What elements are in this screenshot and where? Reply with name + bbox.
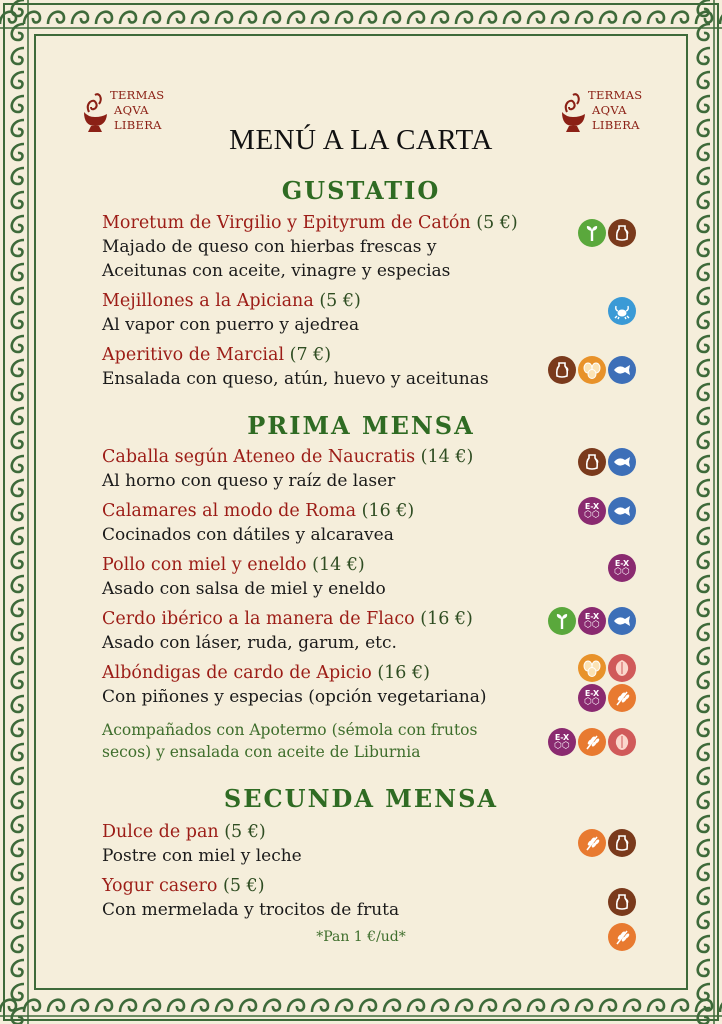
sulphites-icon [608,554,636,582]
dairy-jug-icon [548,356,576,384]
allergen-icons [578,654,638,712]
item-price: (7 €) [289,345,332,365]
item-description: Al vapor con puerro y ajedrea [102,315,360,335]
menu-item [102,607,473,655]
crab-icon [608,297,636,325]
molecule-icon: ⬡⬡ [554,741,570,751]
sulphites-label: E-X [584,612,600,621]
item-description: Al horno con queso y raíz de laser [102,471,396,491]
sulphites-icon [578,684,606,712]
menu-item [102,445,473,493]
logo-line-1: TERMAS [110,88,165,102]
greek-wave-border-bottom [0,988,722,1024]
menu-item [102,343,489,391]
fish-icon [608,607,636,635]
sulphites-label: E-X [584,502,600,511]
item-name: Calamares al modo de Roma [102,501,357,521]
allergen-icons [578,219,636,247]
item-name: Aperitivo de Marcial [102,345,285,365]
logo-line-2: AQVA [592,103,627,117]
allergen-icons [608,923,636,951]
allergen-icons [608,888,636,916]
molecule-icon: ⬡⬡ [584,697,600,707]
molecule-icon: ⬡⬡ [584,620,600,630]
section-title-secunda-mensa: SECUNDA MENSA [223,784,499,813]
item-description: Ensalada con queso, atún, huevo y aceitunas [102,369,489,389]
bread-price-note: *Pan 1 €/ud* [316,929,406,945]
nut-icon [608,728,636,756]
item-description: Aceitunas con aceite, vinagre y especias [102,261,451,281]
item-name: Mejillones a la Apiciana [102,291,314,311]
menu-item [102,211,518,283]
item-price: (16 €) [377,663,430,683]
item-price: (5 €) [476,213,518,233]
eggs-icon [578,356,606,384]
menu-item [102,553,386,601]
sulphites-label: E-X [614,559,630,568]
item-description: Con mermelada y trocitos de fruta [102,900,400,920]
sulphites-label: E-X [554,733,570,742]
section-title-gustatio: GUSTATIO [281,176,441,205]
allergen-icons [548,356,636,384]
item-price: (5 €) [319,291,361,311]
item-description: Asado con salsa de miel y eneldo [102,579,386,599]
allergen-icons [578,448,636,476]
item-name: Yogur casero [102,876,218,896]
eggs-icon [578,654,606,682]
menu-item [102,874,399,922]
item-price: (16 €) [420,609,473,629]
molecule-icon: ⬡⬡ [584,510,600,520]
logo-line-2: AQVA [114,103,149,117]
menu-item [102,499,414,547]
wheat-icon [578,728,606,756]
sulphites-label: E-X [584,689,600,698]
allergen-icons [608,297,636,325]
item-price: (16 €) [361,501,415,521]
fish-icon [608,448,636,476]
item-description: Con piñones y especias (opción vegetariana) [102,687,487,707]
menu-item [102,820,302,868]
dairy-jug-icon [608,219,636,247]
fish-icon [608,497,636,525]
wheat-icon [608,684,636,712]
section-title-prima-mensa: PRIMA MENSA [247,411,475,440]
item-name: Pollo con miel y eneldo [102,555,307,575]
allergen-icons [548,728,636,756]
celery-icon [578,219,606,247]
dairy-jug-icon [608,829,636,857]
allergen-icons [548,607,636,635]
item-description: Majado de queso con hierbas frescas y [102,237,437,257]
side-dish-note [102,719,477,763]
molecule-icon: ⬡⬡ [614,567,630,577]
allergen-icons [578,497,636,525]
item-name: Caballa según Ateneo de Naucratis [102,447,416,467]
allergen-icons [578,829,636,857]
item-name: Dulce de pan [102,822,219,842]
sulphites-icon [578,497,606,525]
menu-item [102,289,361,337]
fish-icon [608,356,636,384]
item-price: (5 €) [224,822,266,842]
item-price: (14 €) [312,555,365,575]
item-name: Albóndigas de cardo de Apicio [102,663,372,683]
item-description: Postre con miel y leche [102,846,302,866]
wheat-icon [608,923,636,951]
note-line: secos) y ensalada con aceite de Liburnia [102,743,421,761]
dairy-jug-icon [578,448,606,476]
logo-line-3: LIBERA [114,118,162,132]
item-price: (5 €) [223,876,265,896]
item-description: Cocinados con dátiles y alcaravea [102,525,394,545]
item-name: Moretum de Virgilio y Epityrum de Catón [102,213,471,233]
note-line: Acompañados con Apotermo (sémola con frutos [102,721,478,739]
sulphites-icon [578,607,606,635]
dairy-jug-icon [608,888,636,916]
sulphites-icon [548,728,576,756]
menu-item [102,661,486,709]
wheat-icon [578,829,606,857]
logo-line-3: LIBERA [592,118,640,132]
allergen-icons [608,554,636,582]
menu-title: MENÚ A LA CARTA [229,124,493,156]
greek-wave-border-top [0,0,722,36]
logo-line-1: TERMAS [588,88,643,102]
item-name: Cerdo ibérico a la manera de Flaco [102,609,415,629]
item-description: Asado con láser, ruda, garum, etc. [102,633,397,653]
nut-icon [608,654,636,682]
celery-icon [548,607,576,635]
item-price: (14 €) [420,447,474,467]
